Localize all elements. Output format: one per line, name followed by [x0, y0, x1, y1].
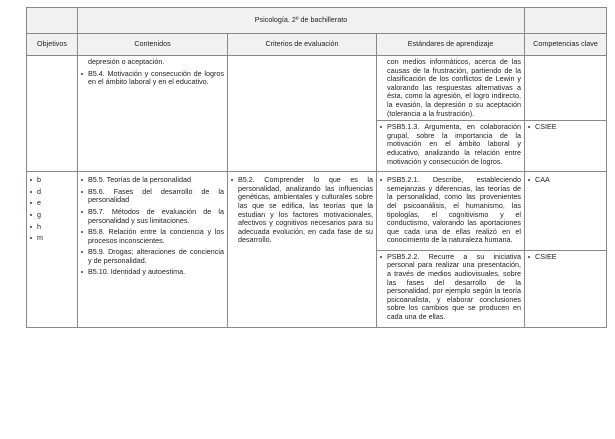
contenido-item: B5.7. Métodos de evaluación de la personalidad y sus limitaciones. [81, 208, 224, 225]
header-contenidos: Contenidos [78, 34, 228, 56]
curriculum-table [26, 7, 607, 328]
contenidos-cell [78, 172, 228, 328]
estandar-cell [377, 56, 525, 121]
contenido-item: B5.8. Relación entre la conciencia y los procesos inconscientes. [81, 228, 224, 245]
estandar-item: PSB5.1.3. Argumenta, en colaboración grupal, sobre la importancia de la motivación en el ámbito laboral y educativo, analizando la relación entre motivación y consecución de logros. [380, 123, 521, 166]
contenido-continuation: depresión o aceptación. [88, 57, 165, 66]
estandar-cell [377, 121, 525, 172]
table-title: Psicología. 2º de bachillerato [78, 8, 525, 34]
objetivo-item: e [30, 199, 74, 208]
objetivo-item: m [30, 234, 74, 243]
criterio-item: B5.2. Comprender lo que es la personalidad, analizando las influencias genéticas, ambientales y culturales sobre las que se edifica, las teorías que la estudian y los factores motivacionales, afectivos y cognitivos necesarios para su adecuada evolución, en cada fase de su desarrollo. [231, 176, 373, 245]
contenido-item: B5.10. Identidad y autoestima. [81, 268, 224, 277]
objetivo-item: g [30, 211, 74, 220]
contenidos-cell [78, 56, 228, 172]
objetivo-item: h [30, 223, 74, 232]
competencia-cell [525, 250, 607, 327]
contenido-item: B5.6. Fases del desarrollo de la personalidad [81, 188, 224, 205]
objetivo-item: b [30, 176, 74, 185]
header-estandares: Estándares de aprendizaje [377, 34, 525, 56]
estandar-cell [377, 172, 525, 251]
table-row [27, 56, 607, 121]
header-objetivos: Objetivos [27, 34, 78, 56]
header-competencias: Competencias clave [525, 34, 607, 56]
estandar-cell [377, 250, 525, 327]
competencia-item: CSIEE [528, 123, 603, 132]
estandar-item: PSB5.2.2. Recurre a su iniciativa personal para realizar una presentación, a través de medios audiovisuales, sobre las fases del desarrollo de la personalidad, por ejemplo según la teoría psicoanalista, y elaborar conclusiones sobre los cambios que se producen en cada una de ellas. [380, 253, 521, 322]
column-header-row [27, 34, 607, 56]
blank-header-cell [27, 8, 78, 34]
objetivos-cell [27, 172, 78, 328]
table-row [27, 172, 607, 251]
blank-header-cell [525, 8, 607, 34]
competencia-item: CSIEE [528, 253, 603, 262]
contenido-item: B5.4. Motivación y consecución de logros en el ámbito laboral y en el educativo. [81, 70, 224, 87]
table-title-row [27, 8, 607, 34]
criterios-cell [228, 56, 377, 172]
contenido-item: B5.5. Teorías de la personalidad [81, 176, 224, 185]
estandar-continuation: con medios informáticos, acerca de las causas de la frustración, partiendo de la clasificación de los conflictos de Lewin y valorando las respuestas alternativas a ésta, como la agresión, el logro indirecto, la evasión, la depresión o su aceptación (tolerancia a la frustración). [387, 57, 522, 118]
competencia-cell [525, 172, 607, 251]
objetivos-cell [27, 56, 78, 172]
competencia-item: CAA [528, 176, 603, 185]
competencia-cell [525, 121, 607, 172]
estandar-item: PSB5.2.1. Describe, estableciendo semejanzas y diferencias, las teorías de la personalidad, como las provenientes del psicoanálisis, el humanismo, las tipologías, el cognitivismo y el conductismo, valorando las aportaciones que cada una de ellas realizó en el conocimiento de la naturaleza humana. [380, 176, 521, 245]
competencia-cell [525, 56, 607, 121]
criterios-cell [228, 172, 377, 328]
contenido-item: B5.9. Drogas; alteraciones de conciencia y de personalidad. [81, 248, 224, 265]
header-criterios: Criterios de evaluación [228, 34, 377, 56]
objetivo-item: d [30, 188, 74, 197]
